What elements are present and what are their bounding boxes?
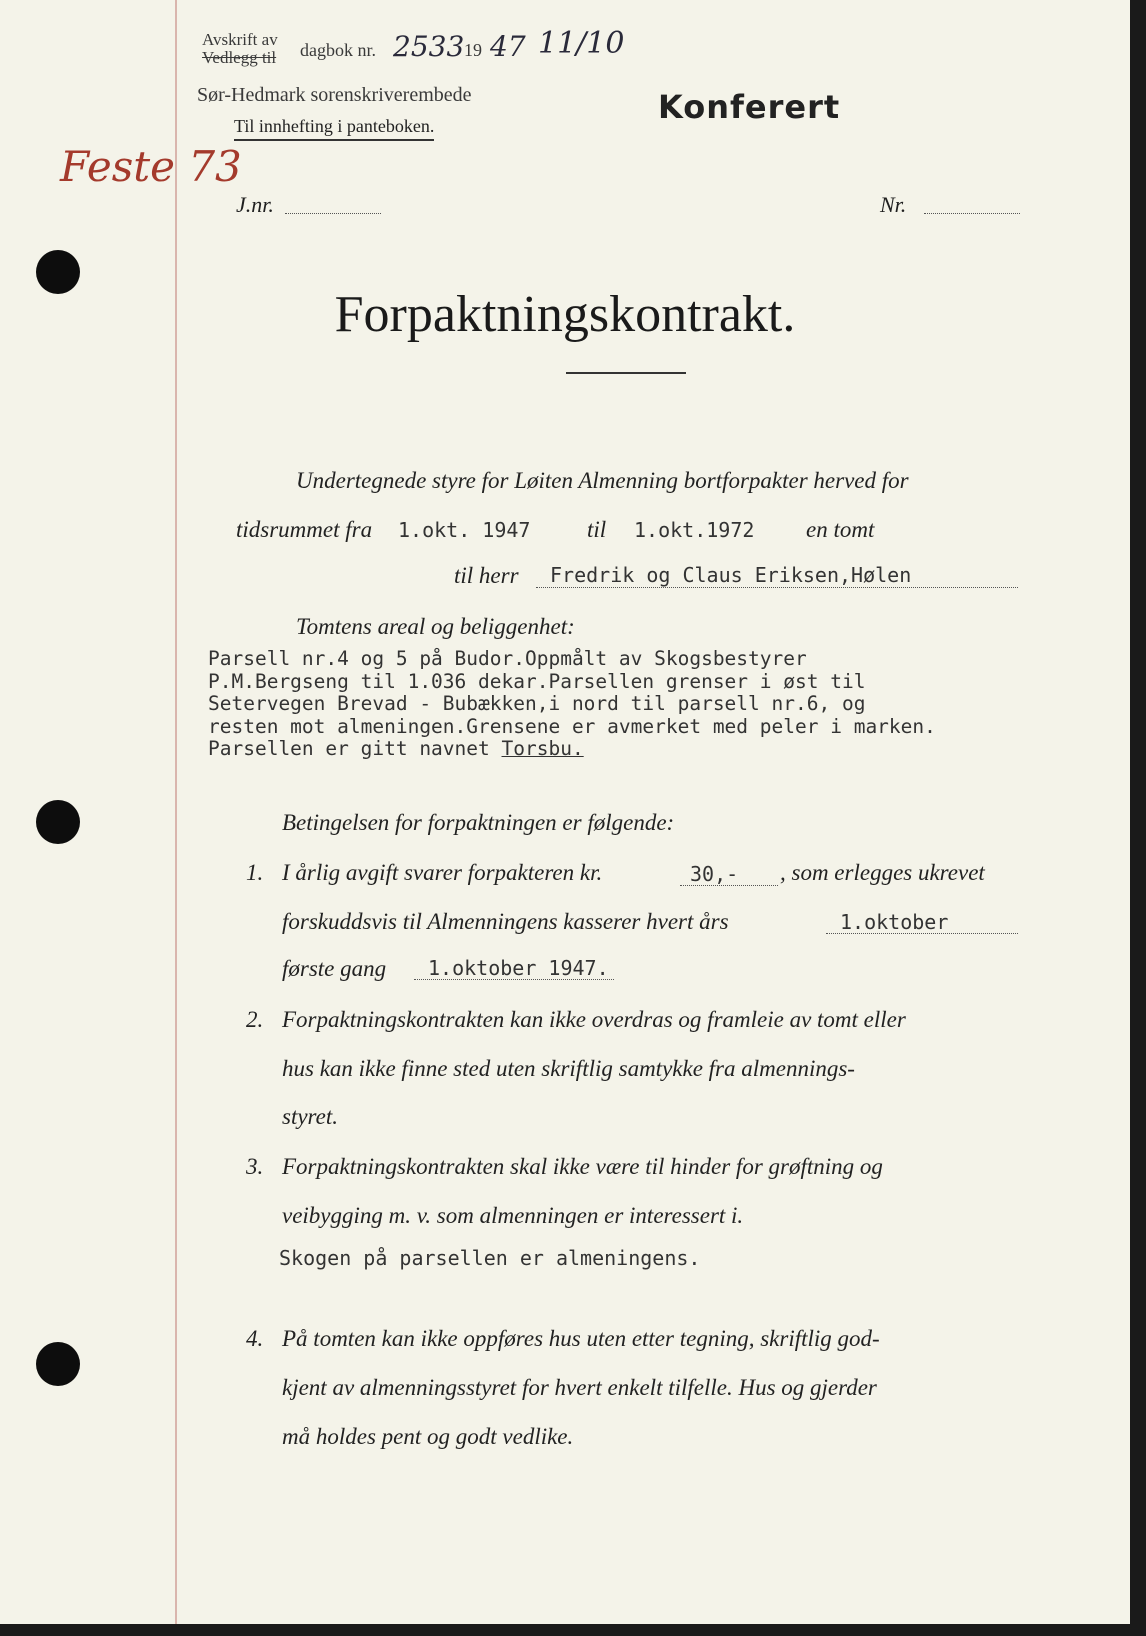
condition-3-text: Skogen på parsellen er almeningens.	[279, 1246, 701, 1270]
condition-1-text: forskuddsvis til Almenningens kasserer hvert års	[282, 909, 729, 934]
plot-description	[208, 648, 936, 761]
plot-line: Setervegen Brevad - Bubækken,i nord til parsell nr.6, og	[208, 692, 866, 715]
nr-label: Nr.	[880, 192, 907, 217]
konferert-stamp: Konferert	[658, 88, 841, 126]
plot-line: P.M.Bergseng til 1.036 dekar.Parsellen grenser i øst til	[208, 669, 866, 693]
intro-line: Undertegnede styre for Løiten Almenning bortforpakter herved for	[296, 468, 909, 493]
dagbok-label: dagbok nr.	[300, 40, 376, 60]
condition-1-text: første gang	[282, 956, 387, 981]
plot-line: Parsellen er gitt navnet	[208, 737, 502, 760]
condition-1-number: 1.	[246, 860, 264, 885]
punch-hole	[36, 1342, 80, 1386]
condition-3-number: 3.	[246, 1154, 264, 1179]
condition-2-text: Forpaktningskontrakten kan ikke overdras og framleie av tomt eller	[282, 1007, 906, 1032]
condition-4-text: må holdes pent og godt vedlike.	[282, 1424, 574, 1449]
margin-note: Feste 73	[60, 142, 242, 191]
amount-field	[680, 884, 778, 886]
date: 11/10	[538, 26, 625, 61]
tenant-name: Fredrik og Claus Eriksen,Hølen	[550, 563, 912, 587]
condition-1-first: 1.oktober 1947.	[428, 956, 609, 980]
avskrift-label: Avskrift av	[202, 30, 278, 49]
condition-2-number: 2.	[246, 1007, 264, 1032]
instruction: Til innhefting i panteboken.	[234, 116, 434, 141]
til-herr-label: til herr	[454, 563, 519, 588]
condition-2-text: styret.	[282, 1104, 338, 1129]
office-name: Sør-Hedmark sorenskriverembede	[197, 84, 472, 106]
plot-line: Parsell nr.4 og 5 på Budor.Oppmålt av Skogsbestyrer	[208, 647, 807, 670]
nr-field	[924, 212, 1020, 214]
title-rule	[566, 372, 686, 374]
document-title: Forpaktningskontrakt.	[334, 286, 796, 343]
condition-1-due: 1.oktober	[840, 910, 949, 934]
en-tomt: en tomt	[806, 517, 875, 542]
til-label: til	[587, 517, 607, 542]
vedlegg-label: Vedlegg til	[202, 48, 277, 67]
condition-1-text: , som erlegges ukrevet	[780, 860, 985, 885]
plot-name: Torsbu.	[501, 737, 584, 760]
plot-line: resten mot almeningen.Grensene er avmerket med peler i marken.	[208, 714, 936, 738]
dagbok-number: 2533	[393, 30, 465, 63]
condition-4-text: På tomten kan ikke oppføres hus uten etter tegning, skriftlig god-	[282, 1326, 880, 1351]
condition-3-text: veibygging m. v. som almenningen er interessert i.	[282, 1203, 744, 1228]
year-suffix: 47	[490, 30, 526, 63]
first-field	[414, 978, 614, 980]
punch-hole	[36, 800, 80, 844]
period-label: tidsrummet fra	[236, 517, 373, 542]
condition-3-text: Forpaktningskontrakten skal ikke være til hinder for grøftning og	[282, 1154, 883, 1179]
margin-line	[175, 0, 177, 1624]
condition-1-text: I årlig avgift svarer forpakteren kr.	[282, 860, 603, 885]
to-date: 1.okt.1972	[634, 518, 755, 542]
jnr-field	[285, 212, 381, 214]
jnr-label: J.nr.	[236, 192, 274, 217]
condition-4-number: 4.	[246, 1326, 264, 1351]
condition-1-amount: 30,-	[690, 862, 739, 886]
due-field	[826, 932, 1018, 934]
from-date: 1.okt. 1947	[398, 518, 531, 542]
year-prefix: 19	[464, 40, 482, 60]
condition-4-text: kjent av almenningsstyret for hvert enkelt tilfelle. Hus og gjerder	[282, 1375, 877, 1400]
conditions-heading: Betingelsen for forpaktningen er følgende:	[282, 810, 675, 835]
plot-heading: Tomtens areal og beliggenhet:	[296, 614, 575, 639]
condition-2-text: hus kan ikke finne sted uten skriftlig samtykke fra almennings-	[282, 1056, 855, 1081]
tenant-field	[536, 586, 1018, 588]
